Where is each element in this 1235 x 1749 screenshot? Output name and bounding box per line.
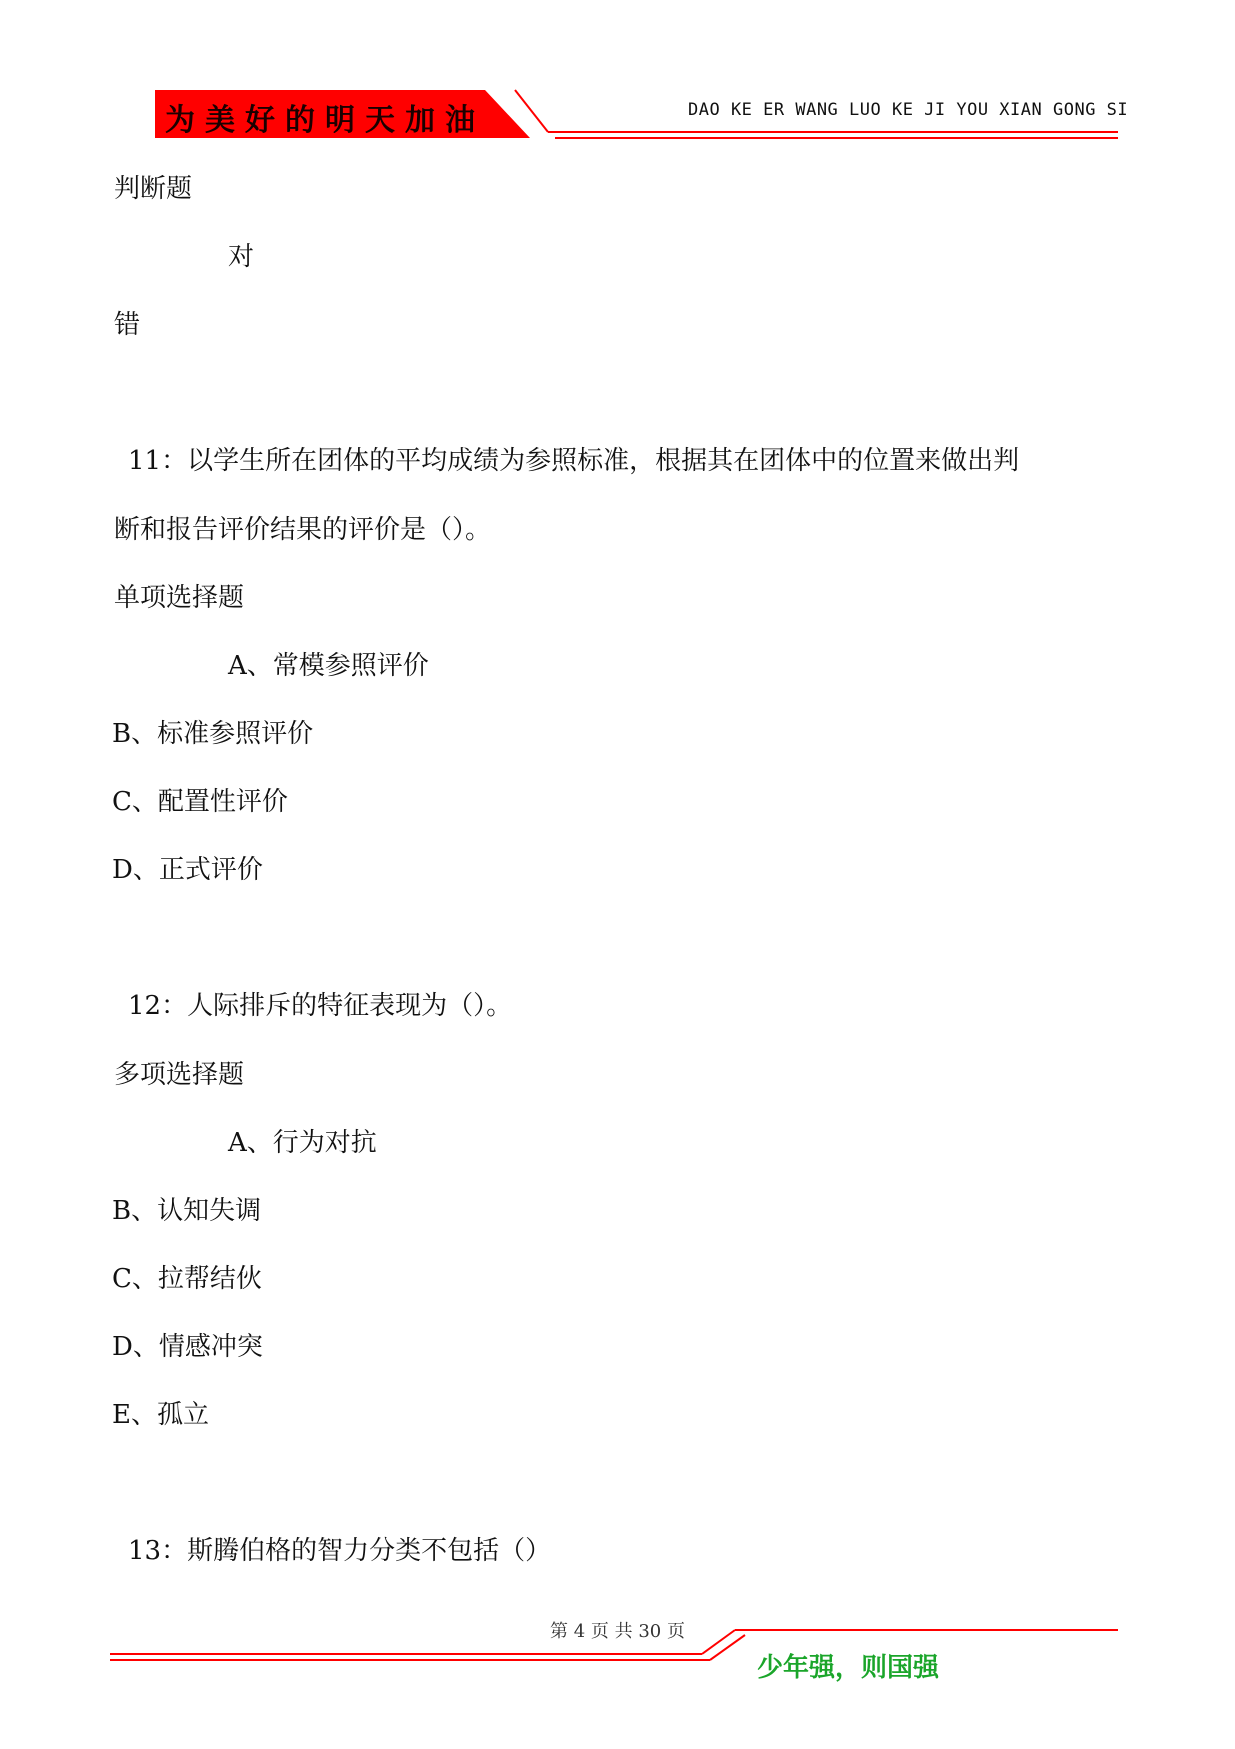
option-b: B、标准参照评价 bbox=[112, 719, 314, 749]
option-a: A、行为对抗 bbox=[228, 1128, 377, 1158]
question-type-label: 单项选择题 bbox=[114, 583, 245, 613]
question-11-text-cont: 断和报告评价结果的评价是（）。 bbox=[114, 515, 492, 545]
option-false: 错 bbox=[114, 310, 141, 340]
option-e: E、孤立 bbox=[112, 1400, 209, 1430]
option-d: D、正式评价 bbox=[112, 855, 263, 885]
option-d: D、情感冲突 bbox=[112, 1332, 263, 1362]
header-company-name: DAO KE ER WANG LUO KE JI YOU XIAN GONG SI bbox=[688, 100, 1129, 120]
question-type-label: 多项选择题 bbox=[114, 1060, 245, 1090]
question-13-text: 13：斯腾伯格的智力分类不包括（） bbox=[128, 1536, 552, 1566]
question-12-text: 12：人际排斥的特征表现为（）。 bbox=[128, 991, 513, 1021]
question-type-label: 判断题 bbox=[114, 174, 193, 204]
option-c: C、配置性评价 bbox=[112, 787, 288, 817]
header-slogan: 为美好的明天加油 bbox=[165, 103, 485, 138]
footer-slogan: 少年强，则国强 bbox=[757, 1653, 940, 1683]
option-c: C、拉帮结伙 bbox=[112, 1264, 262, 1294]
option-b: B、认知失调 bbox=[112, 1196, 262, 1226]
question-11-text: 11：以学生所在团体的平均成绩为参照标准，根据其在团体中的位置来做出判 bbox=[128, 446, 1020, 476]
option-a: A、常模参照评价 bbox=[228, 651, 429, 681]
page-number: 第 4 页 共 30 页 bbox=[550, 1621, 685, 1642]
option-true: 对 bbox=[228, 242, 255, 272]
